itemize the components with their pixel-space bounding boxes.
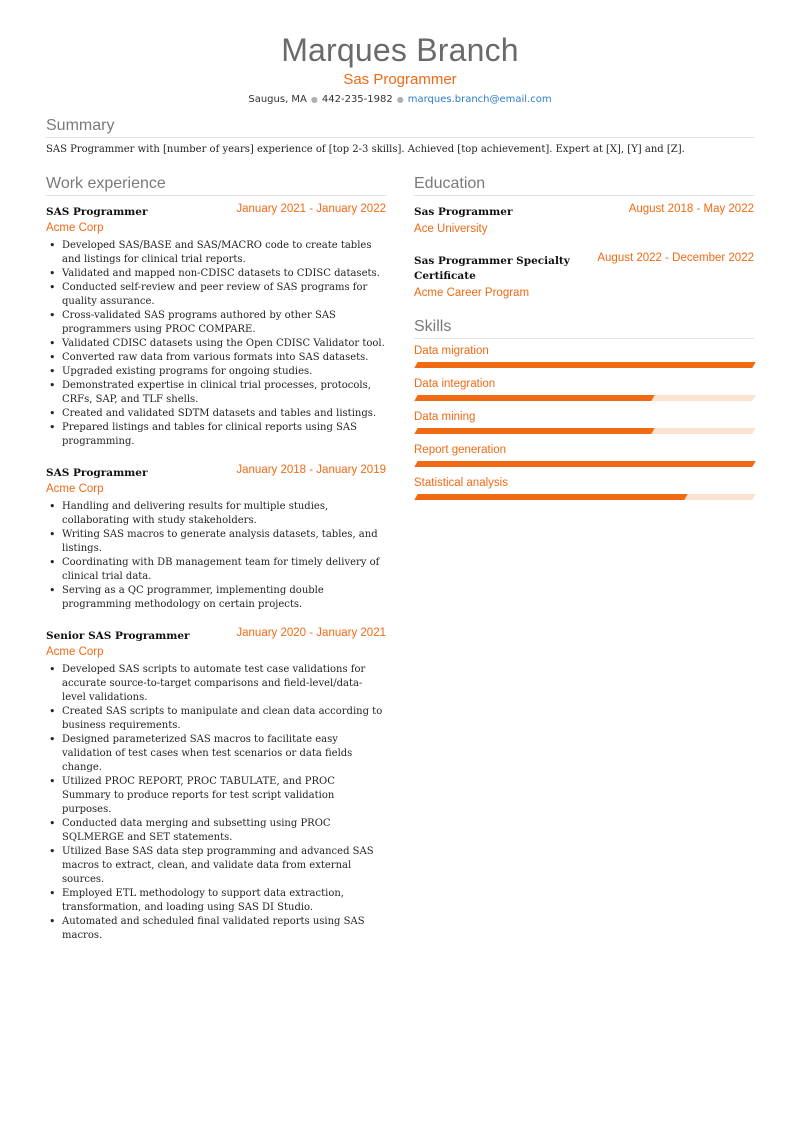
education-school: Ace University (414, 223, 488, 235)
skill-item (414, 442, 754, 467)
bullet-item: • Automated and scheduled final validated reports using SAS macros. (46, 915, 386, 943)
bullet-item: • Created and validated SDTM datasets and tables and listings. (46, 407, 386, 421)
bullet-item: • Conducted data merging and subsetting using PROC SQLMERGE and SET statements. (46, 817, 386, 845)
skill-item (414, 376, 754, 401)
bullet-item: • Conducted self-review and peer review of SAS programs for quality assurance. (46, 281, 386, 309)
bullet-item: • Serving as a QC programmer, implementing double programming methodology on certain projects. (46, 584, 386, 612)
skill-name: Data integration (414, 378, 496, 390)
summary-heading: Summary (46, 116, 754, 138)
job-entry (46, 626, 386, 943)
job-bullets (46, 500, 386, 612)
education-dates: August 2022 - December 2022 (597, 252, 754, 264)
skill-level-fill (414, 395, 654, 401)
bullet-item: • Demonstrated expertise in clinical trial processes, protocols, CRFs, SAP, and TLF shells. (46, 379, 386, 407)
job-header (46, 463, 386, 480)
job-bullets (46, 663, 386, 943)
education-list (414, 202, 754, 301)
education-header (414, 202, 754, 220)
skill-level-fill (414, 428, 654, 434)
bullet-item: • Utilized PROC REPORT, PROC TABULATE, and PROC Summary to produce reports for test script validation purposes. (46, 775, 386, 817)
separator-dot-icon: ● (396, 95, 404, 104)
skill-level-fill (414, 362, 755, 368)
bullet-item: • Upgraded existing programs for ongoing studies. (46, 365, 386, 379)
bullet-item: • Developed SAS scripts to automate test case validations for accurate source-to-target comparisons and field-level/data-level validations. (46, 663, 386, 705)
skill-item (414, 409, 754, 434)
job-bullets (46, 239, 386, 449)
location: Saugus, MA (248, 94, 307, 105)
bullet-item: • Writing SAS macros to generate analysis datasets, tables, and listings. (46, 528, 386, 556)
job-header (46, 202, 386, 219)
job-role: SAS Programmer (46, 467, 148, 479)
skill-name: Data mining (414, 411, 476, 423)
bullet-item: • Utilized Base SAS data step programming and advanced SAS macros to extract, clean, and validate data from external sources. (46, 845, 386, 887)
bullet-item: • Prepared listings and tables for clinical reports using SAS programming. (46, 421, 386, 449)
job-role: SAS Programmer (46, 206, 148, 218)
skill-level-bar (414, 461, 755, 467)
skills-section (414, 317, 754, 500)
education-section (414, 174, 754, 301)
skill-item (414, 475, 754, 500)
phone: 442-235-1982 (321, 94, 393, 105)
candidate-name: Marques Branch (281, 32, 519, 68)
skill-level-fill (414, 494, 688, 500)
work-experience-heading: Work experience (46, 174, 386, 196)
bullet-item: • Handling and delivering results for multiple studies, collaborating with study stakeholders. (46, 500, 386, 528)
job-company: Acme Corp (46, 222, 104, 234)
job-dates: January 2020 - January 2021 (236, 627, 386, 639)
job-dates: January 2018 - January 2019 (236, 464, 386, 476)
separator-dot-icon: ● (310, 95, 318, 104)
skill-level-fill (414, 461, 755, 467)
education-degree: Sas Programmer (414, 206, 513, 218)
contact-line (0, 93, 800, 107)
bullet-item: • Validated and mapped non-CDISC datasets to CDISC datasets. (46, 267, 386, 281)
education-header (414, 251, 754, 284)
job-company: Acme Corp (46, 646, 104, 658)
email-link[interactable]: marques.branch@email.com (407, 94, 552, 105)
education-heading: Education (414, 174, 754, 196)
summary-text: SAS Programmer with [number of years] experience of [top 2-3 skills]. Achieved [top achievement]. Expert at [X], [Y] and [Z]. (46, 144, 685, 155)
bullet-item: • Coordinating with DB management team for timely delivery of clinical trial data. (46, 556, 386, 584)
education-dates: August 2018 - May 2022 (628, 203, 754, 215)
skill-name: Data migration (414, 345, 489, 357)
skill-name: Statistical analysis (414, 477, 508, 489)
resume-header (0, 30, 800, 107)
bullet-item: • Employed ETL methodology to support data extraction, transformation, and loading using SAS DI Studio. (46, 887, 386, 915)
skill-level-bar (414, 362, 755, 368)
bullet-item: • Cross-validated SAS programs authored by other SAS programmers using PROC COMPARE. (46, 309, 386, 337)
summary-section (46, 116, 754, 157)
skills-heading: Skills (414, 317, 754, 339)
work-experience-section (46, 174, 386, 943)
job-company: Acme Corp (46, 483, 104, 495)
skill-level-bar (414, 428, 755, 434)
bullet-item: • Designed parameterized SAS macros to facilitate easy validation of test cases when test scenarios or data fields change. (46, 733, 386, 775)
job-list (46, 202, 386, 943)
bullet-item: • Validated CDISC datasets using the Open CDISC Validator tool. (46, 337, 386, 351)
job-role: Senior SAS Programmer (46, 630, 190, 642)
education-entry (414, 202, 754, 237)
education-school: Acme Career Program (414, 287, 530, 299)
skill-name: Report generation (414, 444, 507, 456)
job-entry (46, 463, 386, 612)
skill-list (414, 343, 754, 500)
right-column (414, 174, 754, 500)
candidate-title: Sas Programmer (343, 71, 457, 88)
skill-level-bar (414, 395, 755, 401)
bullet-item: • Converted raw data from various formats into SAS datasets. (46, 351, 386, 365)
job-entry (46, 202, 386, 449)
bullet-item: • Developed SAS/BASE and SAS/MACRO code to create tables and listings for clinical trial reports. (46, 239, 386, 267)
job-dates: January 2021 - January 2022 (236, 203, 386, 215)
skill-level-bar (414, 494, 755, 500)
skill-item (414, 343, 754, 368)
education-entry (414, 251, 754, 301)
job-header (46, 626, 386, 643)
education-degree: Sas Programmer Specialty Certificate (414, 255, 570, 282)
bullet-item: • Created SAS scripts to manipulate and clean data according to business requirements. (46, 705, 386, 733)
